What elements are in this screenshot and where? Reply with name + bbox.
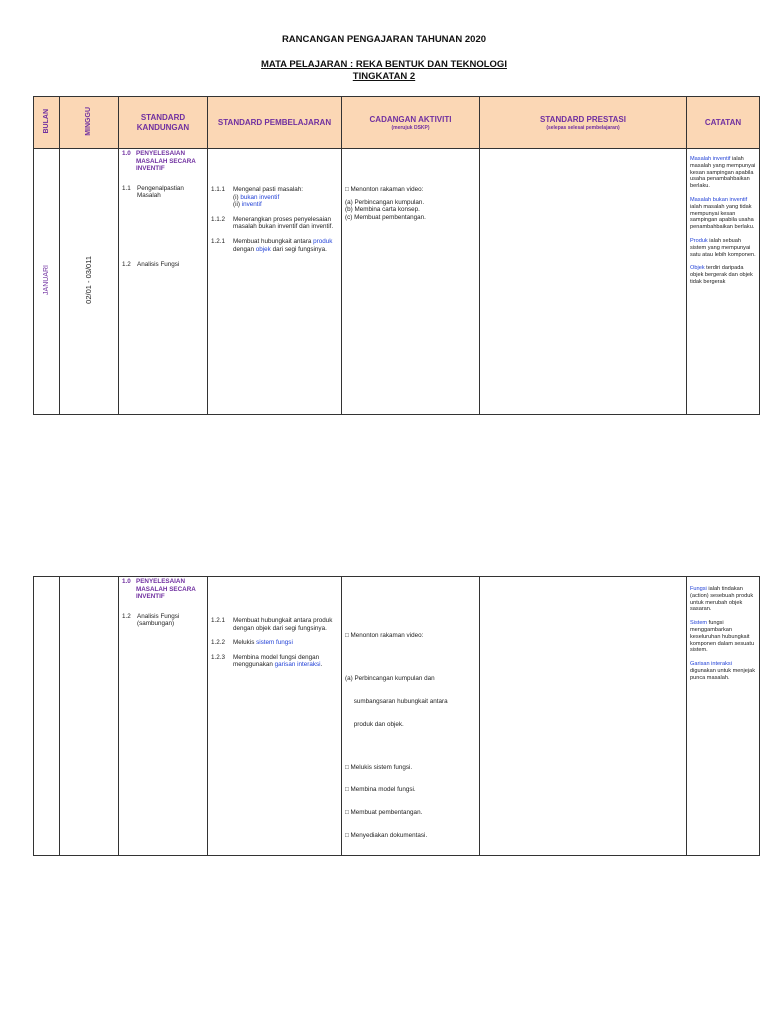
bulan-cell: JANUARI (34, 149, 60, 415)
plan-table-1 (33, 96, 760, 415)
table-row (34, 149, 760, 415)
minggu-cell (60, 577, 119, 856)
col-minggu: MINGGU (60, 97, 119, 149)
prestasi-cell (480, 149, 687, 415)
pembelajaran-cell (208, 149, 342, 415)
aktiviti-list: □ Menonton rakaman video: (a) Perbincangan kumpulan. (b) Membina carta konsep. (c) Membuat pembentangan. (345, 186, 426, 221)
aktiviti-list: □ Menonton rakaman video: (a) Perbincangan kumpulan dan sumbangsaran hubungkait antara produk dan objek. □ Melukis sistem fungsi. □ Membina model fungsi. □ Membuat pembentangan. □ Menyediakan dokumentasi. (345, 632, 448, 840)
kandungan-heading: 1.0 PENYELESAIAN MASALAH SECARA INVENTIF (122, 150, 196, 173)
kandungan-heading: 1.0 PENYELESAIAN MASALAH SECARA INVENTIF (122, 578, 196, 601)
catatan-cell (687, 149, 760, 415)
pembelajaran-cell (208, 577, 342, 856)
document-title: RANCANGAN PENGAJARAN TAHUNAN 2020 (281, 34, 487, 45)
catatan-notes: Fungsi ialah tindakan (action) sesebuah produk untuk merubah objek sasaran. Sistem fungsi menggambarkan keseluruhan hubungkait komponen dalam sesuatu sistem. Garisan interaksi digunakan untuk menjejak punca masalah. (690, 586, 755, 681)
aktiviti-cell (342, 149, 480, 415)
subject-title: MATA PELAJARAN : REKA BENTUK DAN TEKNOLOGI (261, 59, 507, 70)
kandungan-item: 1.2 Analisis Fungsi (122, 260, 180, 268)
catatan-cell (687, 577, 760, 856)
table-row (34, 577, 760, 856)
catatan-notes: Masalah inventif ialah masalah yang mempunyai kesan sampingan apabila usaha penambahbaikan berlaku. Masalah bukan inventif ialah masalah yang tidak mempunyai kesan sampingan apabila usaha penambahbaikan berlaku. Produk ialah sebuah sistem yang mempunyai satu atau lebih komponen. Objek terdiri daripada objek bergerak dan objek tidak bergerak (690, 156, 756, 285)
col-bulan: BULAN (34, 97, 60, 149)
col-standard-pembelajaran: STANDARD PEMBELAJARAN (208, 97, 342, 149)
col-catatan: CATATAN (687, 97, 760, 149)
kandungan-cell (119, 577, 208, 856)
col-standard-prestasi: STANDARD PRESTASI (selepas selesai pembelajaran) (480, 97, 687, 149)
sp-item: 1.2.2 Melukis sistem fungsi (211, 639, 293, 647)
form-title: TINGKATAN 2 (352, 71, 416, 82)
aktiviti-cell (342, 577, 480, 856)
kandungan-item: 1.1 Pengenalpastian Masalah (122, 184, 184, 200)
kandungan-cell (119, 149, 208, 415)
col-standard-kandungan: STANDARD KANDUNGAN (119, 97, 208, 149)
sp-item: 1.2.1 Membuat hubungkait antara produk dengan objek dari segi fungsinya. (211, 237, 333, 253)
sp-item: 1.1.1 Mengenal pasti masalah: (i) bukan inventif (ii) inventif (211, 186, 304, 209)
prestasi-cell (480, 577, 687, 856)
kandungan-item: 1.2 Analisis Fungsi (sambungan) (122, 612, 180, 628)
sp-item: 1.2.1 Membuat hubungkait antara produk dengan objek dari segi fungsinya. (211, 617, 333, 632)
minggu-cell: 02/01 - 03/011 (60, 149, 119, 415)
plan-table-2 (33, 576, 760, 856)
sp-item: 1.1.2 Menerangkan proses penyelesaian masalah bukan inventif dan inventif. (211, 215, 334, 231)
bulan-cell (34, 577, 60, 856)
col-cadangan-aktiviti: CADANGAN AKTIVITI (merujuk DSKP) (342, 97, 480, 149)
sp-item: 1.2.3 Membina model fungsi dengan menggunakan garisan interaksi. (211, 653, 323, 669)
header-row (34, 97, 760, 149)
